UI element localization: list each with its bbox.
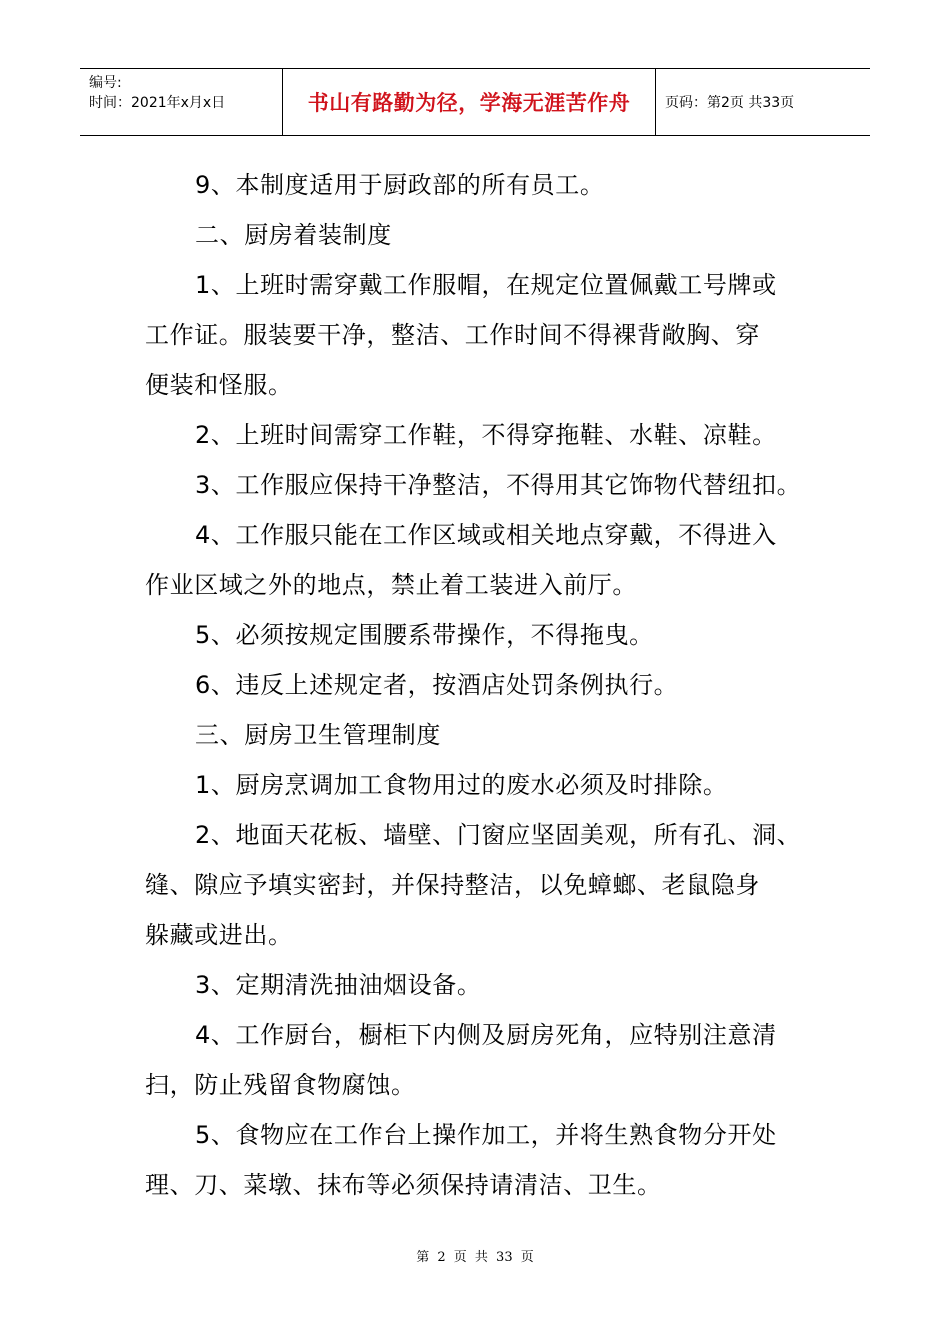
body-text-line: 1、厨房烹调加工食物用过的废水必须及时排除。 <box>195 771 728 799</box>
document-body <box>145 160 825 1210</box>
body-text-line: 6、违反上述规定者，按酒店处罚条例执行。 <box>195 671 679 699</box>
header-motto: 书山有路勤为径，学海无涯苦作舟 <box>307 91 631 115</box>
body-text-line: 工作证。服装要干净，整洁、工作时间不得裸背敞胸、穿 <box>145 321 760 349</box>
body-text-line: 9、本制度适用于厨政部的所有员工。 <box>195 171 605 199</box>
body-text-line: 4、工作厨台，橱柜下内侧及厨房死角，应特别注意清 <box>195 1021 777 1049</box>
document-header <box>80 68 870 136</box>
header-page-cell <box>656 69 870 135</box>
body-text-line: 缝、隙应予填实密封，并保持整洁，以免蟑螂、老鼠隐身 <box>145 871 760 899</box>
body-text-line: 4、工作服只能在工作区域或相关地点穿戴，不得进入 <box>195 521 777 549</box>
header-meta-cell <box>80 69 283 135</box>
body-text-line: 5、必须按规定围腰系带操作，不得拖曳。 <box>195 621 654 649</box>
body-text-line: 5、食物应在工作台上操作加工，并将生熟食物分开处 <box>195 1121 777 1149</box>
body-text-line: 躲藏或进出。 <box>145 921 293 949</box>
document-number-label: 编号: <box>89 75 122 91</box>
body-text-line: 2、上班时间需穿工作鞋，不得穿拖鞋、水鞋、凉鞋。 <box>195 421 777 449</box>
body-text-line: 3、定期清洗抽油烟设备。 <box>195 971 482 999</box>
body-text-line: 二、厨房着装制度 <box>195 221 392 249</box>
body-text-line: 扫，防止残留食物腐蚀。 <box>145 1071 416 1099</box>
header-motto-cell <box>283 69 656 135</box>
body-text-line: 便装和怪服。 <box>145 371 293 399</box>
page-footer: 第 2 页 共 33 页 <box>416 1250 534 1265</box>
body-text-line: 三、厨房卫生管理制度 <box>195 721 441 749</box>
body-text-line: 2、地面天花板、墙壁、门窗应坚固美观，所有孔、洞、 <box>195 821 802 849</box>
body-text-line: 1、上班时需穿戴工作服帽，在规定位置佩戴工号牌或 <box>195 271 777 299</box>
header-page-info: 页码：第2页 共33页 <box>665 95 795 111</box>
body-text-line: 3、工作服应保持干净整洁，不得用其它饰物代替纽扣。 <box>195 471 802 499</box>
body-text-line: 理、刀、菜墩、抹布等必须保持请清洁、卫生。 <box>145 1171 662 1199</box>
document-time-label: 时间：2021年x月x日 <box>89 95 226 111</box>
body-text-line: 作业区域之外的地点，禁止着工装进入前厅。 <box>145 571 637 599</box>
